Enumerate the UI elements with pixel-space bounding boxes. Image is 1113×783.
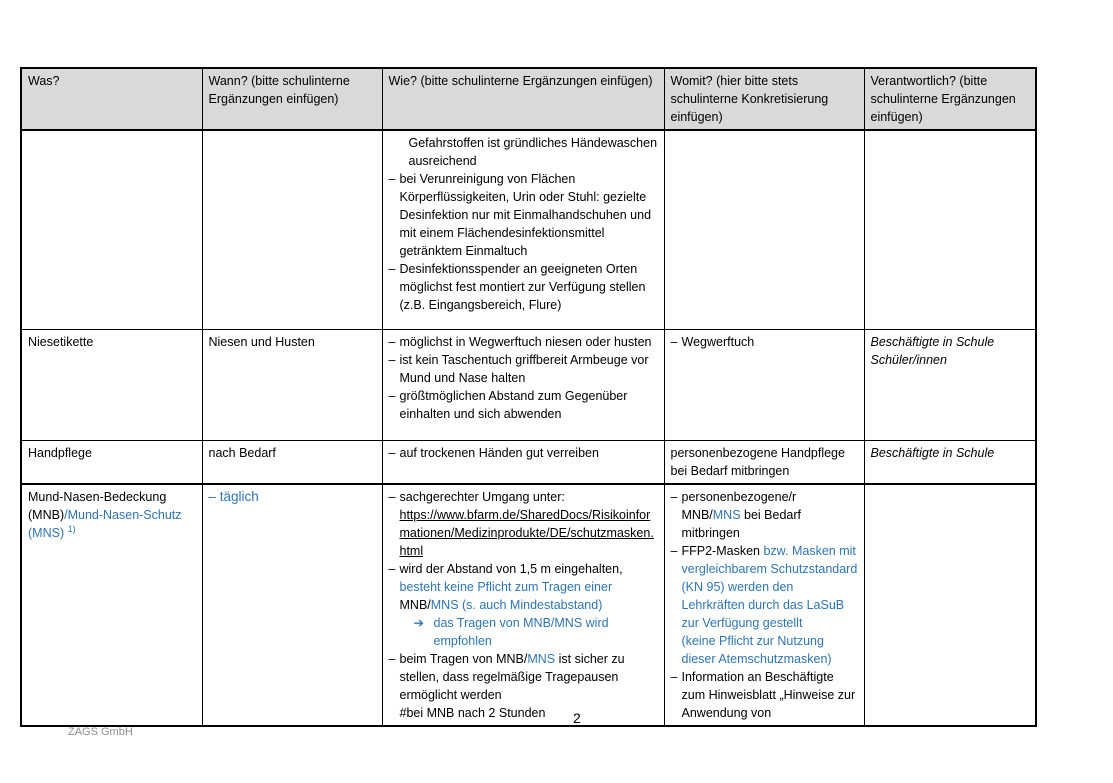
list-item: – Information an Beschäftigte zum Hinweisblatt „Hinweise zur Anwendung von bbox=[671, 668, 858, 722]
was-text-blue: /Mund-Nasen-Schutz (MNS) bbox=[28, 508, 182, 540]
table-row bbox=[21, 441, 1036, 485]
cell-was: Niesetikette bbox=[21, 330, 202, 441]
wie-text-blue: MNS bbox=[527, 652, 556, 666]
cell-verantwortlich bbox=[864, 330, 1036, 441]
wie-text: wird der Abstand von 1,5 m eingehalten, bbox=[399, 562, 623, 576]
list-item bbox=[671, 488, 858, 542]
list-item: – größtmöglichen Abstand zum Gegenüber einhalten und sich abwenden bbox=[389, 387, 658, 423]
womit-text-blue: MNS bbox=[712, 508, 741, 522]
cell-wann: – täglich bbox=[202, 484, 382, 726]
list-item: – ist kein Taschentuch griffbereit Armbeuge vor Mund und Nase halten bbox=[389, 351, 658, 387]
wie-text-blue: besteht keine Pflicht zum Tragen einer bbox=[399, 580, 613, 594]
list-item: – Wegwerftuch bbox=[671, 333, 858, 351]
recommendation-line bbox=[400, 614, 658, 650]
header-was: Was? bbox=[21, 68, 202, 130]
wie-text: beim Tragen von MNB/ bbox=[399, 652, 528, 666]
list-item: Gefahrstoffen ist gründliches Händewaschen ausreichend bbox=[408, 136, 658, 168]
cell-womit: personenbezogene Handpflege bei Bedarf mitbringen bbox=[664, 441, 864, 485]
cell-wie bbox=[382, 330, 664, 441]
footer-company: ZAGS GmbH bbox=[68, 726, 133, 738]
cell-was bbox=[21, 484, 202, 726]
cell-womit bbox=[664, 484, 864, 726]
cell-womit bbox=[664, 130, 864, 330]
table-header-row bbox=[21, 68, 1036, 130]
header-wie: Wie? (bitte schulinterne Ergänzungen einfügen) bbox=[382, 68, 664, 130]
wie-text: ist sicher zu stellen, dass regelmäßige Tragepausen ermöglicht werden bbox=[399, 652, 625, 702]
list-item bbox=[389, 488, 658, 560]
was-text: Mund-Nasen-Bedeckung (MNB) bbox=[28, 490, 167, 522]
list-item: – möglichst in Wegwerftuch niesen oder husten bbox=[389, 333, 658, 351]
header-wann: Wann? (bitte schulinterne Ergänzungen einfügen) bbox=[202, 68, 382, 130]
cell-was: Handpflege bbox=[21, 441, 202, 485]
wie-text-blue: MNS (s. auch Mindestabstand) bbox=[430, 598, 603, 612]
wie-text: MNB/ bbox=[399, 598, 431, 612]
womit-text-blue: bzw. Masken mit vergleichbarem Schutzstandard (KN 95) werden den Lehrkräften durch das LaSuB zur Verfügung gestellt bbox=[681, 544, 858, 630]
hygiene-table bbox=[20, 67, 1037, 727]
cell-wie bbox=[382, 441, 664, 485]
list-item: – bei Verunreinigung von Flächen Körperflüssigkeiten, Urin oder Stuhl: gezielte Desinfektion nur mit Einmalhandschuhen und mit einem Flächendesinfektionsmittel getränktem Einmaltuch bbox=[389, 170, 658, 260]
list-item bbox=[389, 650, 658, 704]
table-row bbox=[21, 330, 1036, 441]
cell-wann: Niesen und Husten bbox=[202, 330, 382, 441]
cell-womit bbox=[664, 330, 864, 441]
table-row bbox=[21, 484, 1036, 726]
womit-text: FFP2-Masken bbox=[681, 544, 760, 558]
arrow-right-icon: ➔ bbox=[413, 616, 424, 630]
cell-wie bbox=[382, 130, 664, 330]
list-item bbox=[389, 560, 658, 650]
wie-text: sachgerechter Umgang unter: bbox=[399, 490, 565, 504]
list-item: – auf trockenen Händen gut verreiben bbox=[389, 444, 658, 462]
cell-wann: nach Bedarf bbox=[202, 441, 382, 485]
cell-wie bbox=[382, 484, 664, 726]
table-row bbox=[21, 130, 1036, 330]
footnote-ref: 1) bbox=[67, 523, 76, 534]
bfarm-link[interactable]: https://www.bfarm.de/SharedDocs/Risikoinformationen/Medizinprodukte/DE/schutzmasken.html bbox=[399, 508, 654, 558]
womit-text-blue: (keine Pflicht zur Nutzung dieser Atemschutzmasken) bbox=[681, 634, 832, 666]
cell-was bbox=[21, 130, 202, 330]
list-item: – Desinfektionsspender an geeigneten Orten möglichst fest montiert zur Verfügung stellen (z.B. Eingangsbereich, Flure) bbox=[389, 260, 658, 314]
cell-verantwortlich bbox=[864, 484, 1036, 726]
cell-verantwortlich bbox=[864, 130, 1036, 330]
womit-text: personenbezogene/r MNB/ bbox=[681, 490, 797, 522]
cell-verantwortlich: Beschäftigte in Schule bbox=[864, 441, 1036, 485]
page-number: 2 bbox=[573, 710, 581, 726]
header-womit: Womit? (hier bitte stets schulinterne Konkretisierung einfügen) bbox=[664, 68, 864, 130]
cell-wann bbox=[202, 130, 382, 330]
header-verantwortlich: Verantwortlich? (bitte schulinterne Ergänzungen einfügen) bbox=[864, 68, 1036, 130]
responsible-text: Beschäftigte in Schule Schüler/innen bbox=[870, 335, 995, 367]
list-item bbox=[671, 542, 858, 668]
list-item: #bei MNB nach 2 Stunden bbox=[399, 706, 546, 720]
recommendation-text: das Tragen von MNB/MNS wird empfohlen bbox=[433, 616, 609, 648]
womit-text: bei Bedarf mitbringen bbox=[681, 508, 801, 540]
